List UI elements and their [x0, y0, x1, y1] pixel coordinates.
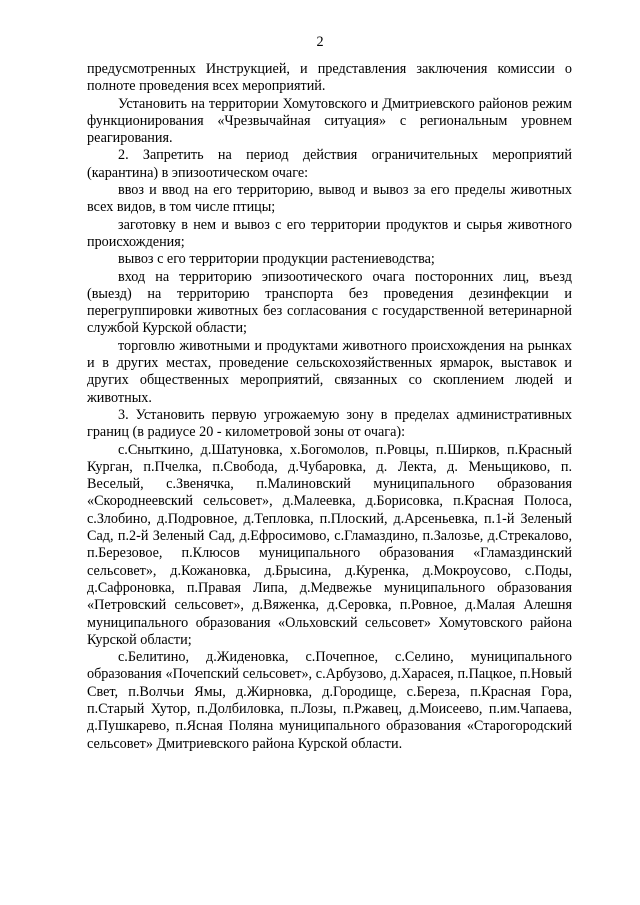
paragraph-item-3-threat-zone: 3. Установить первую угрожаемую зону в пределах административных границ (в радиусе 20 - километровой зоны от очага): — [87, 406, 572, 441]
document-body — [87, 61, 572, 753]
paragraph-ban-animal-import: ввоз и ввод на его территорию, вывод и вывоз за его пределы животных всех видов, в том числе птицы; — [87, 182, 572, 216]
paragraph-ban-crop-export: вывоз с его территории продукции растениеводства; — [118, 251, 435, 268]
paragraph-continuation: предусмотренных Инструкцией, и представления заключения комиссии о полноте проведения всех мероприятий. — [87, 61, 572, 95]
paragraph-ban-entry: вход на территорию эпизоотического очага посторонних лиц, въезд (выезд) на территорию транспорта без проведения дезинфекции и перегруппировки животных без согласования с государственной ветеринарной службой Курской области; — [87, 268, 572, 337]
paragraph-emergency-regime: Установить на территории Хомутовского и Дмитриевского районов режим функционирования «Чрезвычайная ситуация» с региональным уровнем реагирования. — [87, 95, 572, 147]
paragraph-ban-procurement: заготовку в нем и вывоз с его территории продуктов и сырья животного происхождения; — [87, 216, 572, 250]
paragraph-dmitrievsky-settlements: с.Белитино, д.Жиденовка, с.Почепное, с.Селино, муниципального образования «Почепский сельсовет», с.Арбузово, д.Харасея, п.Пацкое, п.Новый Свет, п.Волчьи Ямы, д.Жирновка, д.Городище, с.Береза, п.Красная Гора, п.Старый Хутор, п.Долбиловка, п.Лозы, п.Ржавец, д.Моисеево, п.им.Чапаева, д.Пушкарево, п.Ясная Поляна муниципального образования «Старогородский сельсовет» Дмитриевского района Курской области. — [87, 649, 572, 752]
paragraph-item-2-prohibit: 2. Запретить на период действия ограничительных мероприятий (карантина) в эпизоотическом очаге: — [87, 147, 572, 181]
page-number: 2 — [316, 34, 324, 50]
paragraph-khomutovsky-settlements: с.Сныткино, д.Шатуновка, х.Богомолов, п.Ровцы, п.Ширков, п.Красный Курган, п.Пчелка, п.Свобода, д.Чубаровка, д. Лекта, д. Меньщиково, п. Веселый, с.Звенячка, п.Малиновский муниципального образования «Скороднеевский сельсовет», д.Малеевка, д.Борисовка, п.Красная Полоса, с.Злобино, д.Подровное, д.Тепловка, п.Плоский, д.Арсеньевка, п.1-й Зеленый Сад, п.2-й Зеленый Сад, д.Ефросимово, с.Гламаздино, п.Залозье, д.Стрекалово, п.Березовое, п.Клюсов муниципального образования «Гламаздинский сельсовет», д.Кожановка, д.Брысина, д.Куренка, д.Мокроусово, с.Поды, д.Сафроновка, п.Правая Липа, д.Медвежье муниципального образования «Петровский сельсовет», д.Вяженка, д.Серовка, п.Ровное, д.Малая Алешня муниципального образования «Ольховский сельсовет» Хомутовского района Курской области; — [87, 441, 572, 648]
paragraph-ban-trade: торговлю животными и продуктами животного происхождения на рынках и в других местах, проведение сельскохозяйственных ярмарок, выставок и других общественных мероприятий, связанных со скоплением людей и животных. — [87, 337, 572, 406]
